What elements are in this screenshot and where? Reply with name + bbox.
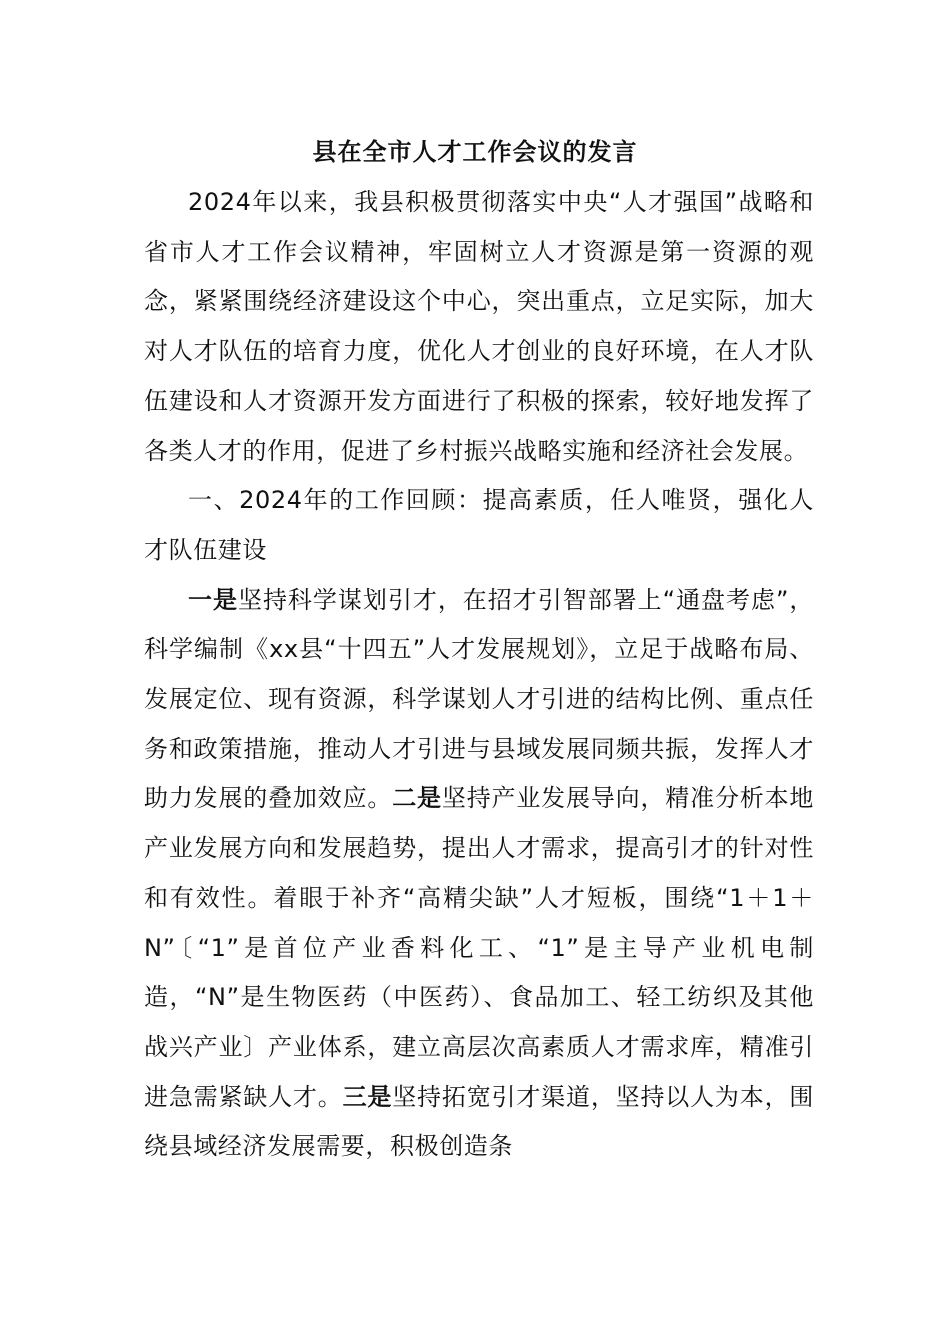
intro-paragraph: 2024年以来，我县积极贯彻落实中央“人才强国”战略和省市人才工作会议精神，牢固树立人才资源是第一资源的观念，紧紧围绕经济建设这个中心，突出重点，立足实际，加大对人才队伍的培育力度，优化人才创业的良好环境，在人才队伍建设和人才资源开发方面进行了积极的探索，较好地发挥了各类人才的作用，促进了乡村振兴战略实施和经济社会发展。 <box>144 188 814 465</box>
point-two-lead: 二是 <box>392 784 442 813</box>
point-three-text: 坚持拓宽引才渠道，坚持以人为本，围绕县域经济发展需要，积极创造条 <box>144 1082 814 1161</box>
point-one-lead: 一是 <box>188 585 238 614</box>
work-review-paragraph <box>144 576 814 1172</box>
document-title: 县在全市人才工作会议的发言 <box>312 138 638 166</box>
point-one-text: 坚持科学谋划引才，在招才引智部署上“通盘考虑”，科学编制《xx县“十四五”人才发展规划》，立足于战略布局、发展定位、现有资源，科学谋划人才引进的结构比例、重点任务和政策措施，推动人才引进与县域发展同频共振，发挥人才助力发展的叠加效应。 <box>144 585 815 813</box>
point-two-text: 坚持产业发展导向，精准分析本地产业发展方向和发展趋势，提出人才需求，提高引才的针对性和有效性。着眼于补齐“高精尖缺”人才短板，围绕“1＋1＋N”〔“1”是首位产业香料化工、“1”是主导产业机电制造，“N”是生物医药（中医药）、食品加工、轻工纺织及其他战兴产业〕产业体系，建立高层次高素质人才需求库，精准引进急需紧缺人才。 <box>144 784 815 1111</box>
point-three-lead: 三是 <box>342 1082 393 1111</box>
document-body <box>144 178 814 1172</box>
section-heading: 一、2024年的工作回顾：提高素质，任人唯贤，强化人才队伍建设 <box>144 486 814 564</box>
